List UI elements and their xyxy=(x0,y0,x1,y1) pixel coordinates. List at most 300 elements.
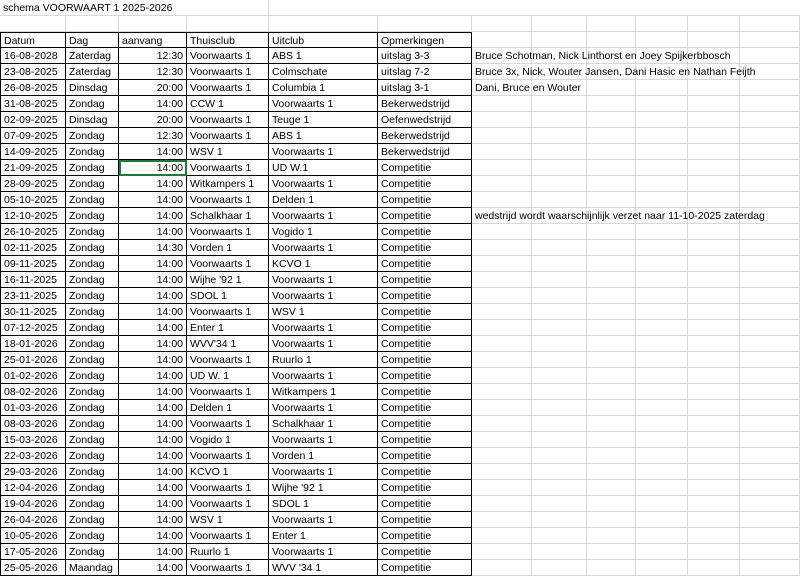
cell[interactable] xyxy=(532,256,587,272)
away-club-cell[interactable]: Witkampers 1 xyxy=(269,384,378,400)
cell[interactable] xyxy=(472,352,532,368)
home-club-cell[interactable]: KCVO 1 xyxy=(187,464,269,480)
home-club-cell[interactable]: Voorwaarts 1 xyxy=(187,352,269,368)
cell[interactable] xyxy=(472,384,532,400)
cell[interactable] xyxy=(587,496,636,512)
day-cell[interactable]: Dinsdag xyxy=(66,80,119,96)
away-club-cell[interactable]: Colmschate xyxy=(269,64,378,80)
remarks-cell[interactable]: Bekerwedstrijd xyxy=(378,128,472,144)
cell[interactable] xyxy=(587,144,636,160)
cell[interactable] xyxy=(472,256,532,272)
cell[interactable] xyxy=(472,96,532,112)
home-club-cell[interactable]: WVV'34 1 xyxy=(187,336,269,352)
remarks-cell[interactable]: Competitie xyxy=(378,208,472,224)
cell[interactable] xyxy=(472,544,532,560)
home-club-cell[interactable]: CCW 1 xyxy=(187,96,269,112)
remarks-cell[interactable]: Competitie xyxy=(378,288,472,304)
time-cell[interactable]: 12:30 xyxy=(119,48,187,64)
day-cell[interactable]: Zondag xyxy=(66,432,119,448)
cell[interactable] xyxy=(66,16,119,32)
date-cell[interactable]: 26-08-2025 xyxy=(0,80,66,96)
home-club-cell[interactable]: Vorden 1 xyxy=(187,240,269,256)
cell[interactable] xyxy=(688,144,740,160)
time-cell[interactable]: 20:00 xyxy=(119,80,187,96)
remarks-cell[interactable]: uitslag 3-1 xyxy=(378,80,472,96)
cell[interactable] xyxy=(187,16,269,32)
cell[interactable] xyxy=(532,0,587,16)
remarks-cell[interactable]: Competitie xyxy=(378,480,472,496)
away-club-cell[interactable]: Wijhe '92 1 xyxy=(269,480,378,496)
home-club-cell[interactable]: Ruurlo 1 xyxy=(187,544,269,560)
cell[interactable] xyxy=(532,288,587,304)
cell[interactable] xyxy=(740,480,800,496)
cell[interactable] xyxy=(187,0,269,16)
home-club-cell[interactable]: UD W. 1 xyxy=(187,368,269,384)
day-cell[interactable]: Zondag xyxy=(66,96,119,112)
remarks-cell[interactable]: Oefenwedstrijd xyxy=(378,112,472,128)
home-club-cell[interactable]: Voorwaarts 1 xyxy=(187,48,269,64)
cell[interactable] xyxy=(472,224,532,240)
day-cell[interactable]: Zondag xyxy=(66,240,119,256)
cell[interactable] xyxy=(472,32,532,48)
cell[interactable] xyxy=(636,416,688,432)
cell[interactable] xyxy=(636,96,688,112)
remarks-cell[interactable]: Competitie xyxy=(378,384,472,400)
cell[interactable] xyxy=(740,0,800,16)
away-club-cell[interactable]: KCVO 1 xyxy=(269,256,378,272)
cell[interactable] xyxy=(688,448,740,464)
time-cell[interactable]: 14:00 xyxy=(119,144,187,160)
remarks-cell[interactable]: uitslag 3-3 xyxy=(378,48,472,64)
cell[interactable] xyxy=(740,432,800,448)
cell[interactable] xyxy=(472,400,532,416)
date-cell[interactable]: 25-05-2026 xyxy=(0,560,66,576)
time-cell[interactable]: 14:00 xyxy=(119,544,187,560)
cell[interactable] xyxy=(636,160,688,176)
home-club-cell[interactable]: WSV 1 xyxy=(187,144,269,160)
cell[interactable] xyxy=(740,128,800,144)
remarks-cell[interactable]: Competitie xyxy=(378,368,472,384)
date-cell[interactable]: 02-09-2025 xyxy=(0,112,66,128)
cell[interactable] xyxy=(688,16,740,32)
home-club-cell[interactable]: Voorwaarts 1 xyxy=(187,528,269,544)
cell[interactable] xyxy=(688,512,740,528)
time-cell[interactable]: 20:00 xyxy=(119,112,187,128)
away-club-cell[interactable]: Enter 1 xyxy=(269,528,378,544)
date-cell[interactable]: 07-12-2025 xyxy=(0,320,66,336)
time-cell[interactable]: 14:00 xyxy=(119,448,187,464)
cell[interactable] xyxy=(472,272,532,288)
away-club-cell[interactable]: Voorwaarts 1 xyxy=(269,240,378,256)
cell[interactable] xyxy=(740,384,800,400)
away-club-cell[interactable]: Ruurlo 1 xyxy=(269,352,378,368)
cell[interactable] xyxy=(472,288,532,304)
cell[interactable] xyxy=(587,272,636,288)
time-cell[interactable]: 14:00 xyxy=(119,96,187,112)
cell[interactable] xyxy=(740,336,800,352)
cell[interactable] xyxy=(688,560,740,576)
date-cell[interactable]: 08-03-2026 xyxy=(0,416,66,432)
remarks-cell[interactable]: Bekerwedstrijd xyxy=(378,96,472,112)
day-cell[interactable]: Zondag xyxy=(66,384,119,400)
cell[interactable] xyxy=(636,288,688,304)
time-cell[interactable]: 14:30 xyxy=(119,240,187,256)
away-club-cell[interactable]: Teuge 1 xyxy=(269,112,378,128)
home-club-cell[interactable]: Voorwaarts 1 xyxy=(187,496,269,512)
cell[interactable] xyxy=(636,192,688,208)
cell[interactable] xyxy=(587,320,636,336)
cell[interactable] xyxy=(740,256,800,272)
cell[interactable] xyxy=(636,384,688,400)
cell[interactable] xyxy=(0,16,66,32)
cell[interactable] xyxy=(378,0,472,16)
cell[interactable] xyxy=(740,560,800,576)
cell[interactable] xyxy=(636,352,688,368)
cell[interactable] xyxy=(636,464,688,480)
away-club-cell[interactable]: Voorwaarts 1 xyxy=(269,336,378,352)
cell[interactable] xyxy=(636,560,688,576)
cell[interactable] xyxy=(587,160,636,176)
away-club-cell[interactable]: Voorwaarts 1 xyxy=(269,512,378,528)
cell[interactable] xyxy=(587,176,636,192)
date-cell[interactable]: 19-04-2026 xyxy=(0,496,66,512)
home-club-cell[interactable]: Vogido 1 xyxy=(187,432,269,448)
remarks-cell[interactable]: Competitie xyxy=(378,240,472,256)
time-cell[interactable]: 14:00 xyxy=(119,320,187,336)
cell[interactable] xyxy=(472,432,532,448)
away-club-cell[interactable]: Delden 1 xyxy=(269,192,378,208)
cell[interactable] xyxy=(740,304,800,320)
cell[interactable] xyxy=(472,0,532,16)
cell[interactable] xyxy=(587,432,636,448)
cell[interactable] xyxy=(636,448,688,464)
date-cell[interactable]: 15-03-2026 xyxy=(0,432,66,448)
cell[interactable] xyxy=(740,544,800,560)
away-club-cell[interactable]: Voorwaarts 1 xyxy=(269,544,378,560)
header-datum[interactable]: Datum xyxy=(0,32,66,48)
cell[interactable] xyxy=(472,160,532,176)
cell[interactable] xyxy=(532,416,587,432)
time-cell[interactable]: 14:00 xyxy=(119,496,187,512)
time-cell[interactable]: 14:00 xyxy=(119,176,187,192)
cell[interactable] xyxy=(378,16,472,32)
away-club-cell[interactable]: Voorwaarts 1 xyxy=(269,272,378,288)
cell[interactable] xyxy=(740,224,800,240)
cell[interactable] xyxy=(740,496,800,512)
time-cell[interactable]: 14:00 xyxy=(119,352,187,368)
cell[interactable] xyxy=(688,304,740,320)
remarks-cell[interactable]: Competitie xyxy=(378,560,472,576)
cell[interactable] xyxy=(636,32,688,48)
day-cell[interactable]: Zondag xyxy=(66,368,119,384)
remarks-cell[interactable]: Competitie xyxy=(378,496,472,512)
cell[interactable] xyxy=(587,384,636,400)
away-club-cell[interactable]: UD W.1 xyxy=(269,160,378,176)
date-cell[interactable]: 22-03-2026 xyxy=(0,448,66,464)
cell[interactable] xyxy=(740,400,800,416)
cell[interactable] xyxy=(472,464,532,480)
cell[interactable] xyxy=(472,448,532,464)
cell[interactable] xyxy=(688,320,740,336)
cell[interactable] xyxy=(636,400,688,416)
cell[interactable] xyxy=(636,320,688,336)
cell[interactable] xyxy=(688,384,740,400)
time-cell[interactable]: 14:00 xyxy=(119,560,187,576)
cell[interactable] xyxy=(636,336,688,352)
home-club-cell[interactable]: Voorwaarts 1 xyxy=(187,64,269,80)
cell[interactable] xyxy=(587,32,636,48)
cell[interactable] xyxy=(587,304,636,320)
time-cell[interactable]: 14:00 xyxy=(119,288,187,304)
date-cell[interactable]: 26-04-2026 xyxy=(0,512,66,528)
cell[interactable] xyxy=(472,336,532,352)
away-club-cell[interactable]: Voorwaarts 1 xyxy=(269,320,378,336)
date-cell[interactable]: 23-11-2025 xyxy=(0,288,66,304)
cell[interactable] xyxy=(740,176,800,192)
day-cell[interactable]: Dinsdag xyxy=(66,112,119,128)
cell[interactable] xyxy=(688,0,740,16)
cell[interactable] xyxy=(688,544,740,560)
away-club-cell[interactable]: Voorwaarts 1 xyxy=(269,288,378,304)
cell[interactable] xyxy=(636,80,688,96)
cell[interactable] xyxy=(472,528,532,544)
sheet-title-cell[interactable] xyxy=(0,0,187,16)
date-cell[interactable]: 16-11-2025 xyxy=(0,272,66,288)
time-cell[interactable]: 14:00 xyxy=(119,432,187,448)
day-cell[interactable]: Zondag xyxy=(66,304,119,320)
day-cell[interactable]: Zondag xyxy=(66,352,119,368)
cell[interactable] xyxy=(636,496,688,512)
date-cell[interactable]: 21-09-2025 xyxy=(0,160,66,176)
cell[interactable] xyxy=(532,16,587,32)
time-cell[interactable]: 14:00 xyxy=(119,336,187,352)
home-club-cell[interactable]: Voorwaarts 1 xyxy=(187,304,269,320)
day-cell[interactable]: Zondag xyxy=(66,512,119,528)
day-cell[interactable]: Zondag xyxy=(66,288,119,304)
cell[interactable] xyxy=(587,112,636,128)
time-cell[interactable]: 14:00 xyxy=(119,192,187,208)
time-cell[interactable]: 14:00 xyxy=(119,208,187,224)
cell[interactable] xyxy=(587,352,636,368)
cell[interactable] xyxy=(587,416,636,432)
time-cell[interactable]: 12:30 xyxy=(119,128,187,144)
cell[interactable] xyxy=(587,368,636,384)
away-club-cell[interactable]: Voorwaarts 1 xyxy=(269,176,378,192)
cell[interactable] xyxy=(636,544,688,560)
home-club-cell[interactable]: Wijhe '92 1 xyxy=(187,272,269,288)
date-cell[interactable]: 12-04-2026 xyxy=(0,480,66,496)
day-cell[interactable]: Zondag xyxy=(66,416,119,432)
cell[interactable] xyxy=(636,432,688,448)
cell[interactable] xyxy=(532,160,587,176)
away-club-cell[interactable]: Voorwaarts 1 xyxy=(269,464,378,480)
cell[interactable] xyxy=(532,96,587,112)
cell[interactable] xyxy=(688,224,740,240)
home-club-cell[interactable]: Voorwaarts 1 xyxy=(187,112,269,128)
cell[interactable] xyxy=(688,464,740,480)
cell[interactable] xyxy=(472,192,532,208)
cell[interactable] xyxy=(636,16,688,32)
cell[interactable] xyxy=(587,560,636,576)
time-cell[interactable]: 14:00 xyxy=(119,160,187,176)
date-cell[interactable]: 01-03-2026 xyxy=(0,400,66,416)
day-cell[interactable]: Zondag xyxy=(66,208,119,224)
time-cell[interactable]: 12:30 xyxy=(119,64,187,80)
cell[interactable] xyxy=(532,544,587,560)
remarks-cell[interactable]: Competitie xyxy=(378,304,472,320)
away-club-cell[interactable]: Voorwaarts 1 xyxy=(269,144,378,160)
away-club-cell[interactable]: ABS 1 xyxy=(269,128,378,144)
date-cell[interactable]: 26-10-2025 xyxy=(0,224,66,240)
cell[interactable] xyxy=(740,32,800,48)
remarks-cell[interactable]: Competitie xyxy=(378,192,472,208)
cell[interactable] xyxy=(688,272,740,288)
time-cell[interactable]: 14:00 xyxy=(119,480,187,496)
day-cell[interactable]: Zaterdag xyxy=(66,64,119,80)
remarks-cell[interactable]: Bekerwedstrijd xyxy=(378,144,472,160)
cell[interactable] xyxy=(587,96,636,112)
day-cell[interactable]: Zondag xyxy=(66,496,119,512)
date-cell[interactable]: 25-01-2026 xyxy=(0,352,66,368)
away-club-cell[interactable]: ABS 1 xyxy=(269,48,378,64)
cell[interactable] xyxy=(587,480,636,496)
date-cell[interactable]: 17-05-2026 xyxy=(0,544,66,560)
remarks-cell[interactable]: Competitie xyxy=(378,160,472,176)
cell[interactable] xyxy=(740,80,800,96)
remarks-cell[interactable]: Competitie xyxy=(378,528,472,544)
home-club-cell[interactable]: Voorwaarts 1 xyxy=(187,192,269,208)
cell[interactable] xyxy=(587,336,636,352)
header-aanvang[interactable]: aanvang xyxy=(119,32,187,48)
cell[interactable] xyxy=(119,16,187,32)
cell[interactable] xyxy=(587,528,636,544)
cell[interactable] xyxy=(740,160,800,176)
remarks-cell[interactable]: Competitie xyxy=(378,416,472,432)
header-thuisclub[interactable]: Thuisclub xyxy=(187,32,269,48)
remarks-cell[interactable]: Competitie xyxy=(378,272,472,288)
home-club-cell[interactable]: Voorwaarts 1 xyxy=(187,80,269,96)
home-club-cell[interactable]: Schalkhaar 1 xyxy=(187,208,269,224)
cell[interactable] xyxy=(740,352,800,368)
cell[interactable] xyxy=(532,336,587,352)
time-cell[interactable]: 14:00 xyxy=(119,512,187,528)
day-cell[interactable]: Zondag xyxy=(66,400,119,416)
cell[interactable] xyxy=(472,368,532,384)
home-club-cell[interactable]: Voorwaarts 1 xyxy=(187,224,269,240)
cell[interactable] xyxy=(532,32,587,48)
time-cell[interactable]: 14:00 xyxy=(119,416,187,432)
cell[interactable] xyxy=(740,448,800,464)
header-opmerkingen[interactable]: Opmerkingen xyxy=(378,32,472,48)
date-cell[interactable]: 23-08-2025 xyxy=(0,64,66,80)
home-club-cell[interactable]: Voorwaarts 1 xyxy=(187,560,269,576)
date-cell[interactable]: 30-11-2025 xyxy=(0,304,66,320)
away-club-cell[interactable]: Columbia 1 xyxy=(269,80,378,96)
home-club-cell[interactable]: Voorwaarts 1 xyxy=(187,128,269,144)
cell[interactable] xyxy=(740,288,800,304)
cell[interactable] xyxy=(532,384,587,400)
cell[interactable] xyxy=(636,224,688,240)
day-cell[interactable]: Zondag xyxy=(66,144,119,160)
date-cell[interactable]: 16-08-2028 xyxy=(0,48,66,64)
cell[interactable] xyxy=(740,272,800,288)
cell[interactable] xyxy=(740,112,800,128)
cell[interactable] xyxy=(688,80,740,96)
cell[interactable] xyxy=(636,0,688,16)
cell[interactable] xyxy=(472,496,532,512)
away-club-cell[interactable]: Schalkhaar 1 xyxy=(269,416,378,432)
cell[interactable] xyxy=(688,128,740,144)
cell[interactable] xyxy=(532,320,587,336)
home-club-cell[interactable]: Voorwaarts 1 xyxy=(187,480,269,496)
remarks-cell[interactable]: Competitie xyxy=(378,256,472,272)
date-cell[interactable]: 28-09-2025 xyxy=(0,176,66,192)
cell[interactable] xyxy=(740,528,800,544)
cell[interactable] xyxy=(269,16,378,32)
away-club-cell[interactable]: Voorwaarts 1 xyxy=(269,96,378,112)
cell[interactable] xyxy=(472,240,532,256)
cell[interactable] xyxy=(532,528,587,544)
day-cell[interactable]: Zondag xyxy=(66,528,119,544)
cell[interactable] xyxy=(532,128,587,144)
day-cell[interactable]: Zaterdag xyxy=(66,48,119,64)
cell[interactable] xyxy=(636,480,688,496)
cell[interactable] xyxy=(688,240,740,256)
cell[interactable] xyxy=(636,144,688,160)
remarks-cell[interactable]: Competitie xyxy=(378,352,472,368)
day-cell[interactable]: Zondag xyxy=(66,480,119,496)
cell[interactable] xyxy=(532,304,587,320)
cell[interactable] xyxy=(740,320,800,336)
cell[interactable] xyxy=(688,400,740,416)
away-club-cell[interactable]: WVV '34 1 xyxy=(269,560,378,576)
cell[interactable] xyxy=(740,16,800,32)
time-cell[interactable]: 14:00 xyxy=(119,256,187,272)
header-dag[interactable]: Dag xyxy=(66,32,119,48)
cell[interactable] xyxy=(688,192,740,208)
cell[interactable] xyxy=(587,0,636,16)
date-cell[interactable]: 18-01-2026 xyxy=(0,336,66,352)
remarks-cell[interactable]: Competitie xyxy=(378,448,472,464)
remarks-cell[interactable]: Competitie xyxy=(378,224,472,240)
day-cell[interactable]: Zondag xyxy=(66,336,119,352)
cell[interactable] xyxy=(472,480,532,496)
day-cell[interactable]: Zondag xyxy=(66,272,119,288)
date-cell[interactable]: 12-10-2025 xyxy=(0,208,66,224)
cell[interactable] xyxy=(688,432,740,448)
away-club-cell[interactable]: Voorwaarts 1 xyxy=(269,400,378,416)
cell[interactable] xyxy=(472,304,532,320)
day-cell[interactable]: Zondag xyxy=(66,128,119,144)
remarks-cell[interactable]: uitslag 7-2 xyxy=(378,64,472,80)
remarks-cell[interactable]: Competitie xyxy=(378,320,472,336)
cell[interactable] xyxy=(636,240,688,256)
cell[interactable] xyxy=(636,368,688,384)
cell[interactable] xyxy=(532,240,587,256)
cell[interactable] xyxy=(472,112,532,128)
cell[interactable] xyxy=(532,432,587,448)
away-club-cell[interactable]: Voorwaarts 1 xyxy=(269,368,378,384)
cell[interactable] xyxy=(740,240,800,256)
date-cell[interactable]: 31-08-2025 xyxy=(0,96,66,112)
away-club-cell[interactable]: WSV 1 xyxy=(269,304,378,320)
away-club-cell[interactable]: Vogido 1 xyxy=(269,224,378,240)
home-club-cell[interactable]: WSV 1 xyxy=(187,512,269,528)
date-cell[interactable]: 07-09-2025 xyxy=(0,128,66,144)
time-cell[interactable]: 14:00 xyxy=(119,224,187,240)
cell[interactable] xyxy=(688,416,740,432)
time-cell[interactable]: 14:00 xyxy=(119,464,187,480)
